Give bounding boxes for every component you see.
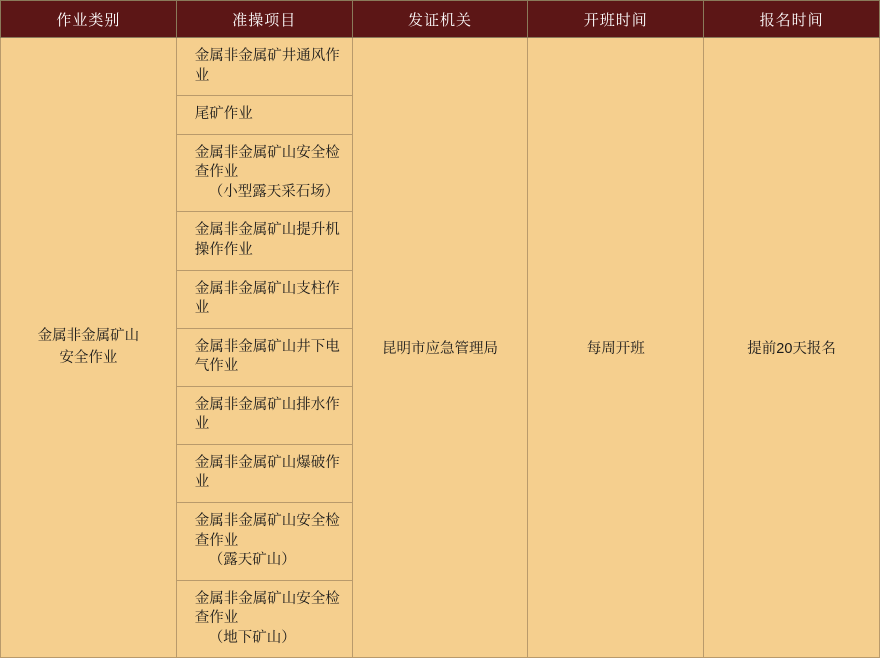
item-main-text: 金属非金属矿山提升机操作作业 <box>194 222 340 258</box>
cell-class-start-time: 每周开班 <box>528 38 704 658</box>
item-main-text: 金属非金属矿山安全检查作业 <box>194 144 340 181</box>
header-class-start-time: 开班时间 <box>528 1 704 38</box>
list-item <box>177 581 352 658</box>
item-sub-text: （露天矿山） <box>208 552 296 569</box>
table-header <box>1 1 880 38</box>
header-issuing-authority: 发证机关 <box>352 1 528 38</box>
item-main-text: 金属非金属矿山爆破作业 <box>194 454 340 491</box>
item-sub-text: （地下矿山） <box>208 629 296 646</box>
operation-item-list <box>177 38 352 657</box>
list-item <box>177 271 352 329</box>
item-main-text: 金属非金属矿山安全检查作业 <box>194 590 340 627</box>
list-item <box>177 135 352 213</box>
header-registration-time: 报名时间 <box>704 1 880 38</box>
cell-issuing-authority: 昆明市应急管理局 <box>352 38 528 658</box>
list-item <box>177 38 352 96</box>
item-main-text: 尾矿作业 <box>194 106 253 123</box>
cell-registration-time: 提前20天报名 <box>704 38 880 658</box>
cell-category <box>1 38 177 658</box>
list-item <box>177 96 352 135</box>
category-line-2: 安全作业 <box>59 349 118 366</box>
item-sub-text: （小型露天采石场） <box>208 183 340 200</box>
item-main-text: 金属非金属矿山支柱作业 <box>194 280 340 317</box>
list-item <box>177 329 352 387</box>
item-main-text: 金属非金属矿山安全检查作业 <box>194 513 340 549</box>
item-main-text: 金属非金属矿山排水作业 <box>194 396 340 433</box>
category-line-1: 金属非金属矿山 <box>37 327 140 344</box>
cell-operation-items <box>176 38 352 658</box>
table-body <box>1 38 880 658</box>
item-main-text: 金属非金属矿山井下电气作业 <box>194 338 340 375</box>
table-row <box>1 38 880 658</box>
header-category: 作业类别 <box>1 1 177 38</box>
table-header-row <box>1 1 880 38</box>
list-item <box>177 445 352 503</box>
list-item <box>177 212 352 270</box>
header-operation-item: 准操项目 <box>176 1 352 38</box>
list-item <box>177 387 352 445</box>
item-main-text: 金属非金属矿井通风作业 <box>194 48 340 84</box>
list-item <box>177 503 352 581</box>
